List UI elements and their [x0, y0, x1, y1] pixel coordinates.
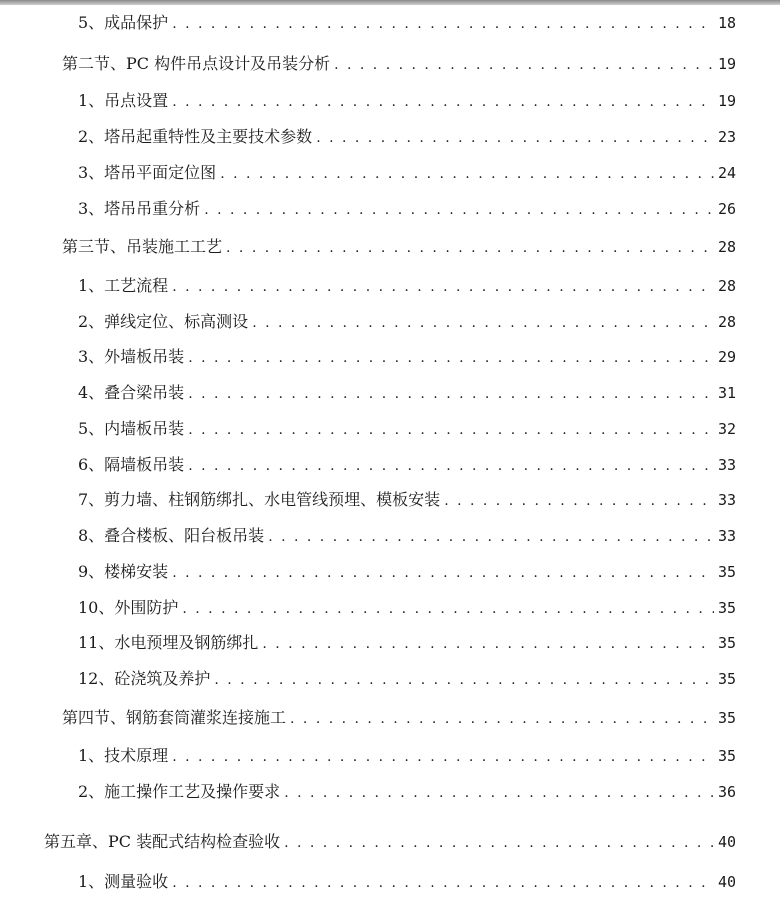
toc-entry-label: 第五章、PC 装配式结构检查验收 — [44, 832, 281, 851]
toc-leader-dots — [226, 238, 714, 258]
toc-entry[interactable] — [78, 562, 736, 582]
toc-entry-label: 3、外墙板吊装 — [78, 347, 185, 366]
toc-entry[interactable] — [78, 383, 736, 403]
toc-page-number: 33 — [717, 456, 736, 474]
toc-page-number: 26 — [717, 200, 736, 218]
toc-leader-dots — [334, 55, 714, 75]
toc-leader-dots — [204, 200, 714, 220]
toc-page-number: 31 — [717, 384, 736, 402]
toc-entry[interactable] — [78, 633, 736, 653]
toc-entry-label: 3、塔吊平面定位图 — [78, 163, 217, 182]
toc-page-number: 32 — [717, 420, 736, 438]
toc-entry-label: 第四节、钢筋套筒灌浆连接施工 — [62, 708, 287, 727]
toc-page-number: 19 — [717, 55, 736, 73]
toc-leader-dots — [252, 313, 714, 333]
toc-entry-label: 第二节、PC 构件吊点设计及吊装分析 — [62, 54, 331, 73]
toc-leader-dots — [172, 14, 714, 34]
toc-leader-dots — [290, 709, 714, 729]
toc-leader-dots — [284, 783, 714, 803]
toc-page-number: 19 — [717, 92, 736, 110]
toc-entry[interactable] — [44, 832, 736, 852]
toc-entry-label: 1、工艺流程 — [78, 276, 169, 295]
toc-page-number: 40 — [717, 833, 736, 851]
toc-entry[interactable] — [78, 347, 736, 367]
toc-entry[interactable] — [78, 276, 736, 296]
toc-entry[interactable] — [78, 455, 736, 475]
toc-entry-label: 3、塔吊吊重分析 — [78, 199, 201, 218]
toc-entry-label: 4、叠合梁吊装 — [78, 383, 185, 402]
toc-entry[interactable] — [62, 54, 736, 74]
toc-leader-dots — [284, 833, 714, 853]
toc-entry-label: 9、楼梯安装 — [78, 562, 169, 581]
toc-entry-label: 11、水电预埋及钢筋绑扎 — [78, 633, 259, 652]
toc-leader-dots — [188, 420, 714, 440]
toc-entry[interactable] — [78, 746, 736, 766]
toc-entry-label: 6、隔墙板吊装 — [78, 455, 185, 474]
toc-entry[interactable] — [78, 312, 736, 332]
toc-leader-dots — [172, 92, 714, 112]
toc-entry-label: 7、剪力墙、柱钢筋绑扎、水电管线预埋、模板安装 — [78, 490, 441, 509]
toc-leader-dots — [220, 164, 714, 184]
toc-page-number: 33 — [717, 527, 736, 545]
toc-entry[interactable] — [78, 127, 736, 147]
toc-entry[interactable] — [78, 669, 736, 689]
toc-entry[interactable] — [78, 13, 736, 33]
toc-leader-dots — [172, 277, 714, 297]
toc-leader-dots — [444, 491, 714, 511]
toc-entry-label: 2、弹线定位、标高测设 — [78, 312, 249, 331]
toc-entry[interactable] — [78, 199, 736, 219]
toc-leader-dots — [188, 384, 714, 404]
toc-leader-dots — [316, 128, 714, 148]
toc-entry-label: 2、塔吊起重特性及主要技术参数 — [78, 127, 313, 146]
toc-entry-label: 8、叠合楼板、阳台板吊装 — [78, 526, 265, 545]
toc-entry[interactable] — [62, 237, 736, 257]
toc-page-number: 18 — [717, 14, 736, 32]
toc-entry-label: 1、测量验收 — [78, 872, 169, 891]
toc-leader-dots — [188, 456, 714, 476]
window-top-border — [0, 0, 780, 5]
toc-entry-label: 2、施工操作工艺及操作要求 — [78, 782, 281, 801]
toc-page-number: 35 — [717, 634, 736, 652]
toc-leader-dots — [172, 747, 714, 767]
toc-entry-label: 1、吊点设置 — [78, 91, 169, 110]
toc-entry-label: 第三节、吊装施工工艺 — [62, 237, 223, 256]
toc-entry[interactable] — [78, 163, 736, 183]
toc-entry-label: 12、砼浇筑及养护 — [78, 669, 211, 688]
toc-page-number: 35 — [717, 709, 736, 727]
toc-leader-dots — [172, 563, 714, 583]
toc-page-number: 40 — [717, 873, 736, 891]
toc-page-number: 28 — [717, 277, 736, 295]
toc-leader-dots — [268, 527, 714, 547]
toc-entry-label: 1、技术原理 — [78, 746, 169, 765]
toc-leader-dots — [182, 599, 714, 619]
toc-leader-dots — [214, 670, 714, 690]
toc-entry[interactable] — [78, 526, 736, 546]
toc-entry[interactable] — [78, 91, 736, 111]
toc-page-number: 35 — [717, 599, 736, 617]
toc-leader-dots — [172, 873, 714, 893]
toc-page-number: 35 — [717, 563, 736, 581]
toc-entry[interactable] — [78, 598, 736, 618]
toc-page-number: 35 — [717, 747, 736, 765]
toc-entry[interactable] — [78, 419, 736, 439]
toc-entry[interactable] — [78, 490, 736, 510]
toc-page-number: 28 — [717, 313, 736, 331]
toc-page-number: 24 — [717, 164, 736, 182]
toc-page-number: 33 — [717, 491, 736, 509]
toc-leader-dots — [188, 348, 714, 368]
toc-entry-label: 5、内墙板吊装 — [78, 419, 185, 438]
toc-page-number: 29 — [717, 348, 736, 366]
toc-page-number: 35 — [717, 670, 736, 688]
toc-page-number: 23 — [717, 128, 736, 146]
toc-entry[interactable] — [78, 872, 736, 892]
toc-entry[interactable] — [62, 708, 736, 728]
toc-leader-dots — [262, 634, 714, 654]
toc-page-number: 36 — [717, 783, 736, 801]
toc-entry[interactable] — [78, 782, 736, 802]
toc-entry-label: 5、成品保护 — [78, 13, 169, 32]
toc-entry-label: 10、外围防护 — [78, 598, 179, 617]
toc-page-number: 28 — [717, 238, 736, 256]
